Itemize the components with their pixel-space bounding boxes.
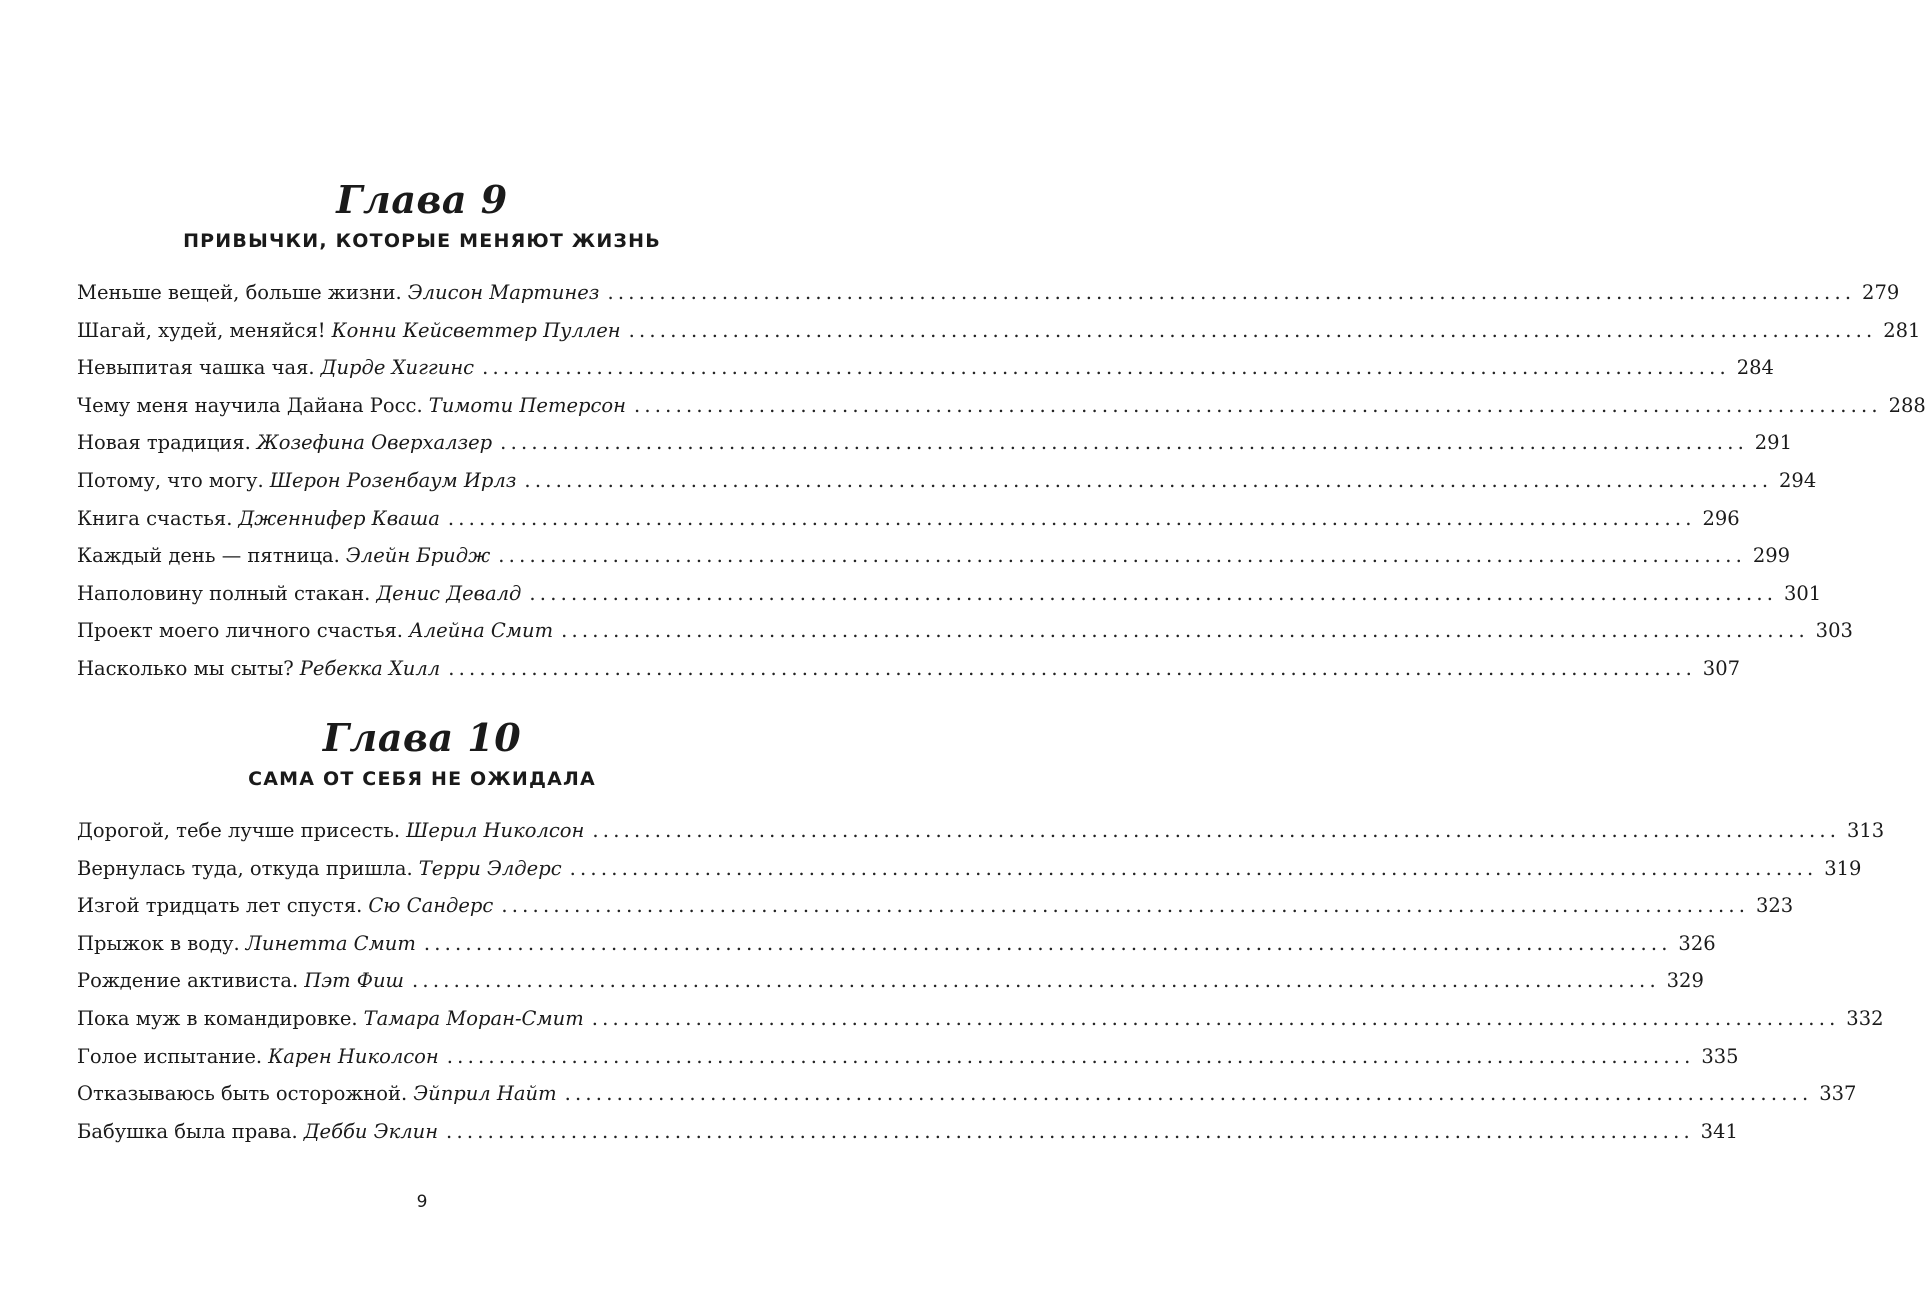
entry-author: Дирде Хиггинс [320,356,475,380]
dot-leader: ........................................................................................................................ [561,619,1809,643]
entry-page: 279 [1862,281,1900,304]
entry-page: 284 [1736,356,1774,380]
dot-leader: ........................................................................................................................ [628,318,1877,342]
dot-leader: ........................................................................................................................ [607,281,1856,304]
dot-leader: ........................................................................................................................ [569,856,1818,880]
chapter-subtitle: САМА ОТ СЕБЯ НЕ ОЖИДАЛА [248,768,596,790]
entry-page: 301 [1783,581,1822,605]
entry-page: 288 [1888,393,1926,417]
chapter-9-entries [77,280,1926,694]
entry-author: Сю Сандерс [368,894,494,918]
toc-entry[interactable] [77,355,1774,393]
entry-author: Карен Николсон [268,1044,439,1068]
toc-entry[interactable] [77,618,1853,656]
toc-entry[interactable] [77,1119,1738,1157]
entry-page: 323 [1755,894,1794,918]
dot-leader: ........................................................................................................................ [448,656,1697,680]
entry-author: Пэт Фиш [304,969,405,993]
toc-entry[interactable] [77,506,1740,544]
toc-entry[interactable] [77,968,1704,1006]
entry-author: Элисон Мартинез [407,281,600,304]
entry-author: Ребекка Хилл [299,656,441,680]
entry-page: 307 [1702,656,1741,680]
chapter-9-header [0,178,844,254]
entry-title: Голое испытание. [77,1044,263,1068]
toc-entry[interactable] [77,656,1741,694]
dot-leader: ........................................................................................................................ [446,1044,1695,1068]
dot-leader: ........................................................................................................................ [591,1006,1840,1030]
toc-entry[interactable] [77,468,1817,506]
dot-leader: ........................................................................................................................ [498,544,1747,568]
chapter-subtitle: ПРИВЫЧКИ, КОТОРЫЕ МЕНЯЮТ ЖИЗНЬ [183,230,661,252]
entry-page: 335 [1701,1044,1739,1068]
dot-leader: ........................................................................................................................ [500,431,1748,455]
entry-page: 291 [1754,431,1792,455]
entry-page: 296 [1702,506,1740,530]
toc-entry[interactable] [77,931,1716,969]
toc-entry[interactable] [77,430,1792,468]
entry-title: Пока муж в командировке. [77,1006,358,1030]
entry-author: Дебби Эклин [303,1119,439,1143]
entry-author: Дженнифер Кваша [238,506,440,530]
entry-title: Прыжок в воду. [77,931,240,955]
toc-entry[interactable] [77,818,1885,856]
chapter-title: Глава 9 [336,177,508,222]
toc-entry[interactable] [77,1006,1884,1044]
entry-title: Потому, что могу. [77,468,264,492]
dot-leader: ........................................................................................................................ [633,393,1882,417]
toc-entry[interactable] [77,393,1926,431]
entry-page: 337 [1819,1082,1857,1106]
entry-author: Тамара Моран-Смит [363,1006,584,1030]
entry-author: Эйприл Найт [413,1082,557,1106]
entry-page: 326 [1678,931,1716,955]
entry-author: Жозефина Оверхалзер [256,431,493,455]
entry-title: Вернулась туда, откуда пришла. [77,856,413,880]
entry-title: Новая традиция. [77,431,251,455]
entry-page: 341 [1700,1119,1738,1143]
entry-title: Каждый день — пятница. [77,544,340,568]
toc-entry[interactable] [77,581,1822,619]
entry-page: 319 [1824,856,1862,880]
entry-author: Шерил Николсон [406,819,585,842]
entry-title: Насколько мы сыты? [77,656,294,680]
entry-author: Элейн Бридж [345,544,491,568]
toc-entry[interactable] [77,1044,1739,1082]
entry-author: Линетта Смит [245,931,416,955]
entry-page: 281 [1883,318,1921,342]
toc-entry[interactable] [77,318,1921,356]
entry-title: Невыпитая чашка чая. [77,356,315,380]
entry-title: Рождение активиста. [77,969,299,993]
entry-title: Изгой тридцать лет спустя. [77,894,363,918]
toc-entry[interactable] [77,856,1862,894]
entry-page: 329 [1666,969,1704,993]
dot-leader: ........................................................................................................................ [529,581,1778,605]
entry-author: Алейна Смит [408,619,554,643]
toc-entry[interactable] [77,280,1900,318]
page-number: 9 [416,1192,428,1212]
dot-leader: ........................................................................................................................ [564,1082,1813,1106]
entry-title: Чему меня научила Дайана Росс. [77,393,423,417]
dot-leader: ........................................................................................................................ [412,969,1660,993]
dot-leader: ........................................................................................................................ [423,931,1672,955]
toc-entry[interactable] [77,1081,1857,1119]
entry-page: 294 [1779,468,1817,492]
entry-title: Книга счастья. [77,506,233,530]
entry-title: Шагай, худей, меняйся! [77,318,326,342]
entry-author: Терри Элдерс [418,856,562,880]
entry-author: Денис Девалд [376,581,522,605]
dot-leader: ........................................................................................................................ [447,506,1696,530]
toc-entry[interactable] [77,893,1794,931]
chapter-title: Глава 10 [322,715,522,760]
entry-page: 313 [1846,819,1885,842]
toc-entry[interactable] [77,543,1791,581]
entry-title: Бабушка была права. [77,1119,298,1143]
chapter-10-entries [77,818,1885,1156]
entry-page: 299 [1752,544,1791,568]
entry-title: Наполовину полный стакан. [77,581,371,605]
entry-page: 303 [1815,619,1853,643]
entry-title: Меньше вещей, больше жизни. [77,281,402,304]
entry-title: Проект моего личного счастья. [77,619,403,643]
dot-leader: ........................................................................................................................ [592,819,1841,842]
dot-leader: ........................................................................................................................ [501,894,1750,918]
entry-author: Конни Кейсветтер Пуллен [331,318,621,342]
dot-leader: ........................................................................................................................ [482,356,1730,380]
entry-title: Отказываюсь быть осторожной. [77,1082,408,1106]
entry-title: Дорогой, тебе лучше присесть. [77,819,401,842]
dot-leader: ........................................................................................................................ [524,468,1773,492]
dot-leader: ........................................................................................................................ [446,1119,1694,1143]
entry-page: 332 [1846,1006,1884,1030]
entry-author: Тимоти Петерсон [428,393,626,417]
entry-author: Шерон Розенбаум Ирлз [269,468,517,492]
chapter-10-header [0,716,844,792]
